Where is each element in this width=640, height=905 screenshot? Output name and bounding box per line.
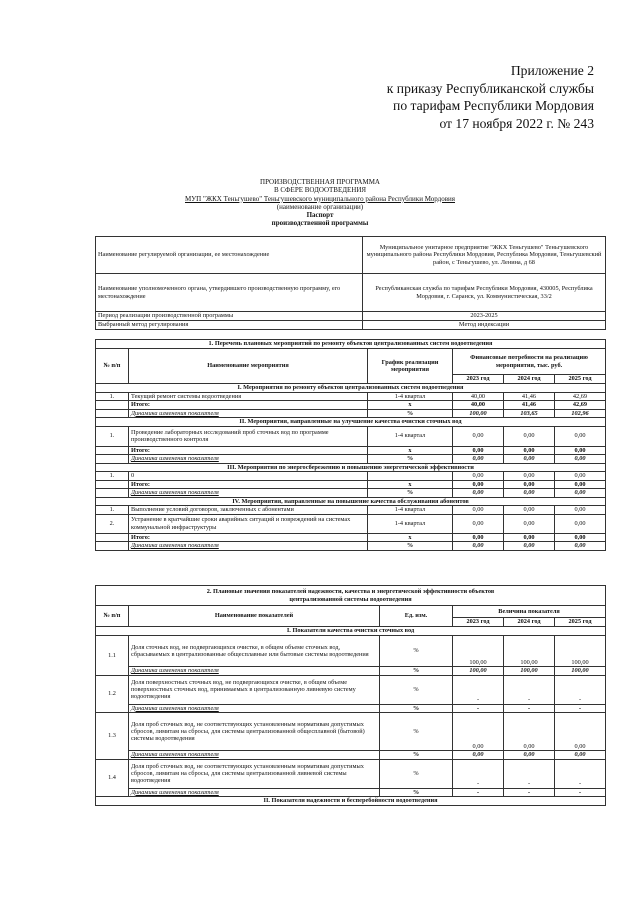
dynamics-row (96, 489, 606, 498)
dynamics-value: - (453, 788, 504, 797)
appendix-line-3: по тарифам Республики Мордовия (393, 98, 594, 114)
row-name: Выполнение условий договоров, заключенных с абонентами (129, 506, 368, 515)
dynamics-unit: % (368, 489, 453, 498)
table-row (96, 636, 606, 667)
dynamics-value: 100,00 (504, 667, 555, 676)
row-value: - (453, 759, 504, 788)
total-value: 0,00 (555, 480, 606, 489)
dynamics-label: Динамика изменения показателя (129, 455, 368, 464)
col-name-header: Наименование показателей (129, 606, 380, 627)
passport-row (96, 274, 606, 312)
dynamics-row (96, 542, 606, 551)
row-num: 1.2 (96, 675, 129, 713)
section-title: II. Мероприятия, направленные на улучшение качества очистки сточных вод (96, 418, 606, 427)
row-schedule (368, 472, 453, 481)
row-value: 0,00 (555, 426, 606, 446)
row-value: - (555, 675, 606, 704)
total-value: 41,46 (504, 401, 555, 410)
row-num: 1.1 (96, 636, 129, 676)
row-name: Проведение лабораторных исследований проб сточных вод по программе производственного контроля (129, 426, 368, 446)
dynamics-value: 0,00 (453, 751, 504, 760)
dynamics-value: 0,00 (555, 751, 606, 760)
year-header: 2025 год (555, 375, 606, 384)
row-value: 100,00 (504, 636, 555, 667)
row-value: 0,00 (453, 472, 504, 481)
dynamics-unit: % (380, 704, 453, 713)
total-value: 0,00 (504, 446, 555, 455)
section-title: I. Мероприятия по ремонту объектов централизованных систем водоотведения (96, 384, 606, 393)
passport-value: Метод индексации (363, 321, 606, 330)
dynamics-row (96, 667, 606, 676)
dynamics-label: Динамика изменения показателя (129, 489, 368, 498)
row-value: 0,00 (555, 472, 606, 481)
program-title-line-2: В СФЕРЕ ВОДООТВЕДЕНИЯ (273, 186, 367, 195)
row-value: 0,00 (504, 713, 555, 751)
dynamics-value: 0,00 (555, 542, 606, 551)
total-label: Итого: (129, 533, 368, 542)
row-value: 40,00 (453, 392, 504, 401)
passport-title: Паспорт (306, 211, 334, 220)
row-value: - (504, 759, 555, 788)
dynamics-row (96, 788, 606, 797)
section-title: I. Показатели качества очистки сточных вод (96, 627, 606, 636)
row-schedule: 1-4 квартал (368, 506, 453, 515)
dynamics-unit: % (368, 455, 453, 464)
row-schedule: 1-4 квартал (368, 392, 453, 401)
row-value: 42,69 (555, 392, 606, 401)
organization-caption: (наименование организации) (276, 202, 364, 211)
passport-value: 2023-2025 (363, 312, 606, 321)
dynamics-value: 100,00 (453, 409, 504, 418)
indicators-title-line-2: централизованной системы водоотведения (289, 595, 412, 603)
total-value: 40,00 (453, 401, 504, 410)
total-unit: х (368, 480, 453, 489)
dynamics-row (96, 409, 606, 418)
row-num: 1. (96, 392, 129, 401)
table-row (96, 506, 606, 515)
dynamics-label: Динамика изменения показателя (129, 409, 368, 418)
passport-label: Наименование регулируемой организации, ее местонахождение (96, 237, 363, 274)
row-value: 0,00 (453, 426, 504, 446)
appendix-block (387, 62, 594, 132)
document-header (95, 178, 545, 228)
dynamics-label: Динамика изменения показателя (129, 751, 380, 760)
row-value: 0,00 (504, 426, 555, 446)
row-name: Текущий ремонт системы водоотведения (129, 392, 368, 401)
row-name: Устранение в кратчайшие сроки аварийных ситуаций и повреждений на системах коммунальной инфраструктуры (129, 514, 368, 533)
row-name: Доля поверхностных сточных вод, не подвергающихся очистке, в общем объеме поверхностных сточных вод, принимаемых в централизованную ливневую систему водоотведения (129, 675, 380, 704)
dynamics-value: 0,00 (555, 455, 606, 464)
total-value: 42,69 (555, 401, 606, 410)
dynamics-value: 0,00 (555, 489, 606, 498)
program-title-line-1: ПРОИЗВОДСТВЕННАЯ ПРОГРАММА (260, 178, 380, 186)
dynamics-value: - (555, 704, 606, 713)
total-value: 0,00 (555, 446, 606, 455)
year-header: 2023 год (453, 375, 504, 384)
passport-row (96, 237, 606, 274)
indicators-title (96, 586, 606, 606)
dynamics-value: 100,00 (555, 667, 606, 676)
dynamics-value: 0,00 (504, 542, 555, 551)
section-title: II. Показатели надежности и бесперебойности водоотведения (96, 797, 606, 806)
total-row (96, 446, 606, 455)
dynamics-value: 0,00 (453, 489, 504, 498)
col-schedule-header: График реализации мероприятия (368, 349, 453, 384)
section-title: IV. Мероприятия, направленные на повышение качества обслуживания абонентов (96, 497, 606, 506)
dynamics-value: 102,96 (555, 409, 606, 418)
row-schedule: 1-4 квартал (368, 514, 453, 533)
row-value: - (453, 675, 504, 704)
table-row (96, 392, 606, 401)
row-num: 1.4 (96, 759, 129, 797)
dynamics-value: 0,00 (504, 489, 555, 498)
row-value: 0,00 (504, 514, 555, 533)
table-row (96, 759, 606, 788)
year-header: 2023 год (453, 618, 504, 627)
total-value: 0,00 (504, 480, 555, 489)
year-header: 2024 год (504, 375, 555, 384)
row-value: 100,00 (453, 636, 504, 667)
row-value: 0,00 (504, 472, 555, 481)
row-value: 0,00 (453, 514, 504, 533)
passport-value: Республиканская служба по тарифам Республики Мордовия, 430005, Республика Мордовия, г. Саранск, ул. Коммунистическая, 33/2 (363, 274, 606, 312)
total-row (96, 533, 606, 542)
passport-value: Муниципальное унитарное предприятие "ЖКХ Теньгушево" Теньгушевского муниципального района Республики Мордовия, Республика Мордовия, Теньгушевский район, с Теньгушево, ул. Ленина, д 68 (363, 237, 606, 274)
passport-label: Период реализации производственной программы (96, 312, 363, 321)
col-num-header: № п/п (96, 606, 129, 627)
row-name: 0 (129, 472, 368, 481)
table-row (96, 675, 606, 704)
dynamics-value: 103,65 (504, 409, 555, 418)
passport-label: Выбранный метод регулирования (96, 321, 363, 330)
row-name: Доля проб сточных вод, не соответствующих установленным нормативам допустимых сбросов, лимитам на сбросы, для системы централизованной ливневой системы водоотведения (129, 759, 380, 788)
row-num: 1. (96, 472, 129, 481)
row-num: 1.3 (96, 713, 129, 760)
passport-label: Наименование уполномоченного органа, утвердившего производственную программу, его местонахождение (96, 274, 363, 312)
appendix-line-1: Приложение 2 (510, 63, 594, 78)
row-value: 0,00 (555, 713, 606, 751)
row-unit: % (380, 675, 453, 704)
row-value: 0,00 (555, 506, 606, 515)
plan-table (95, 339, 606, 551)
row-name: Доля сточных вод, не подвергающихся очистке, в общем объеме сточных вод, сбрасываемых в централизованные общесплавные или бытовые системы водоотведения (129, 636, 380, 667)
total-unit: х (368, 533, 453, 542)
row-value: 0,00 (504, 506, 555, 515)
total-unit: х (368, 401, 453, 410)
row-value: - (504, 675, 555, 704)
row-unit: % (380, 759, 453, 788)
plan-title: 1. Перечень плановых мероприятий по ремонту объектов централизованных систем водоотведения (96, 340, 606, 349)
row-num: 2. (96, 514, 129, 533)
row-unit: % (380, 713, 453, 751)
total-row (96, 480, 606, 489)
dynamics-label: Динамика изменения показателя (129, 704, 380, 713)
total-value: 0,00 (453, 533, 504, 542)
dynamics-unit: % (380, 788, 453, 797)
row-value: 0,00 (555, 514, 606, 533)
dynamics-unit: % (368, 409, 453, 418)
dynamics-value: - (453, 704, 504, 713)
total-row (96, 401, 606, 410)
appendix-line-2: к приказу Республиканской службы (386, 80, 594, 96)
total-value: 0,00 (504, 533, 555, 542)
col-finance-header: Финансовые потребности на реализацию мероприятия, тыс. руб. (453, 349, 606, 375)
dynamics-unit: % (380, 751, 453, 760)
row-num: 1. (96, 506, 129, 515)
row-value: 0,00 (453, 506, 504, 515)
total-label: Итого: (129, 401, 368, 410)
passport-table (95, 236, 606, 330)
dynamics-unit: % (380, 667, 453, 676)
row-name: Доля проб сточных вод, не соответствующих установленным нормативам допустимых сбросов, лимитам на сбросы, для системы централизованной общесплавной (бытовой) системы водоотведения (129, 713, 380, 751)
dynamics-value: 0,00 (453, 455, 504, 464)
dynamics-row (96, 704, 606, 713)
passport-subtitle: производственной программы (271, 219, 369, 228)
passport-row (96, 321, 606, 330)
row-value: 0,00 (453, 713, 504, 751)
indicators-title-line-1: 2. Плановые значения показателей надежности, качества и энергетической эффективности объектов (206, 588, 495, 596)
col-num-header: № п/п (96, 349, 129, 384)
dynamics-label: Динамика изменения показателя (129, 667, 380, 676)
row-value: - (555, 759, 606, 788)
dynamics-value: - (555, 788, 606, 797)
dynamics-row (96, 455, 606, 464)
dynamics-value: 0,00 (504, 455, 555, 464)
total-value: 0,00 (555, 533, 606, 542)
dynamics-value: - (504, 788, 555, 797)
section-title: III. Мероприятия по энергосбережению и повышению энергетической эффективности (96, 463, 606, 472)
table-row (96, 514, 606, 533)
total-unit: х (368, 446, 453, 455)
indicators-table (95, 585, 606, 806)
row-unit: % (380, 636, 453, 667)
year-header: 2024 год (504, 618, 555, 627)
dynamics-value: 0,00 (504, 751, 555, 760)
col-unit-header: Ед. изм. (380, 606, 453, 627)
dynamics-value: 100,00 (453, 667, 504, 676)
dynamics-row (96, 751, 606, 760)
total-label: Итого: (129, 480, 368, 489)
row-value: 41,46 (504, 392, 555, 401)
row-num: 1. (96, 426, 129, 446)
dynamics-value: 0,00 (453, 542, 504, 551)
table-row (96, 713, 606, 751)
appendix-line-4: от 17 ноября 2022 г. № 243 (439, 115, 594, 131)
total-label: Итого: (129, 446, 368, 455)
organization-name: МУП "ЖКХ Теньгушево" Теньгушевского муниципального района Республики Мордовия (185, 194, 455, 203)
row-schedule: 1-4 квартал (368, 426, 453, 446)
total-value: 0,00 (453, 480, 504, 489)
col-value-header: Величина показателя (453, 606, 606, 618)
dynamics-label: Динамика изменения показателя (129, 542, 368, 551)
passport-row (96, 312, 606, 321)
table-row (96, 426, 606, 446)
year-header: 2025 год (555, 618, 606, 627)
dynamics-label: Динамика изменения показателя (129, 788, 380, 797)
dynamics-value: - (504, 704, 555, 713)
total-value: 0,00 (453, 446, 504, 455)
dynamics-unit: % (368, 542, 453, 551)
table-row (96, 472, 606, 481)
row-value: 100,00 (555, 636, 606, 667)
col-name-header: Наименование мероприятия (129, 349, 368, 384)
